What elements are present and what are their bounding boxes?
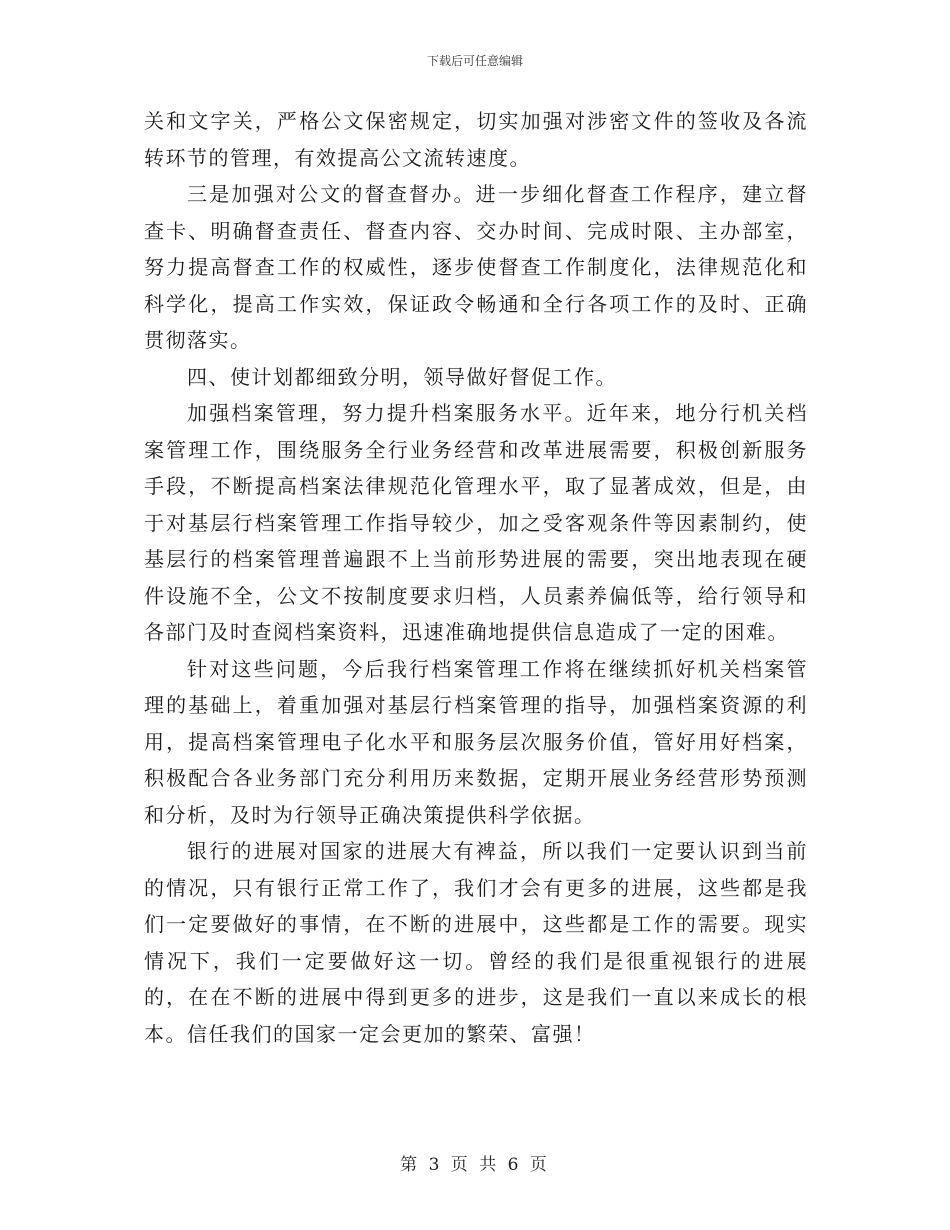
section-heading: 四、使计划都细致分明，领导做好督促工作。 (187, 364, 617, 389)
page-number-footer: 第 3 页 共 6 页 (400, 1155, 550, 1175)
paragraph: 加强档案管理，努力提升档案服务水平。近年来，地分行机关档案管理工作，围绕服务全行业务经营和改革进展需要，积极创新服务手段，不断提高档案法律规范化管理水平，取了显著成效，但是，由于对基层行档案管理工作指导较少，加之受客观条件等因素制约，使基层行的档案管理普遍跟不上当前形势进展的需要，突出地表现在硬件设施不全，公文不按制度要求归档，人员素养偏低等，给行领导和各部门及时查阅档案资料，迅速准确地提供信息造成了一定的困难。 (144, 401, 808, 644)
page-header: 下载后可任意编辑 (426, 54, 523, 68)
paragraph: 关和文字关，严格公文保密规定，切实加强对涉密文件的签收及各流转环节的管理，有效提高公文流转速度。 (144, 109, 808, 170)
paragraph: 针对这些问题，今后我行档案管理工作将在继续抓好机关档案管理的基础上，着重加强对基层行档案管理的指导，加强档案资源的利用，提高档案管理电子化水平和服务层次服务价值，管好用好档案，积极配合各业务部门充分利用历来数据，定期开展业务经营形势预测和分析，及时为行领导正确决策提供科学依据。 (144, 656, 808, 827)
paragraph: 三是加强对公文的督查督办。进一步细化督查工作程序，建立督查卡、明确督查责任、督查内容、交办时间、完成时限、主办部室，努力提高督查工作的权威性，逐步使督查工作制度化，法律规范化和科学化，提高工作实效，保证政令畅通和全行各项工作的及时、正确贯彻落实。 (144, 182, 808, 352)
paragraph: 银行的进展对国家的进展大有裨益，所以我们一定要认识到当前的情况，只有银行正常工作了，我们才会有更多的进展，这些都是我们一定要做好的事情，在不断的进展中，这些都是工作的需要。现实情况下，我们一定要做好这一切。曾经的我们是很重视银行的进展的，在在不断的进展中得到更多的进步，这是我们一直以来成长的根本。信任我们的国家一定会更加的繁荣、富强！ (144, 839, 808, 1046)
document-body (144, 103, 808, 1052)
